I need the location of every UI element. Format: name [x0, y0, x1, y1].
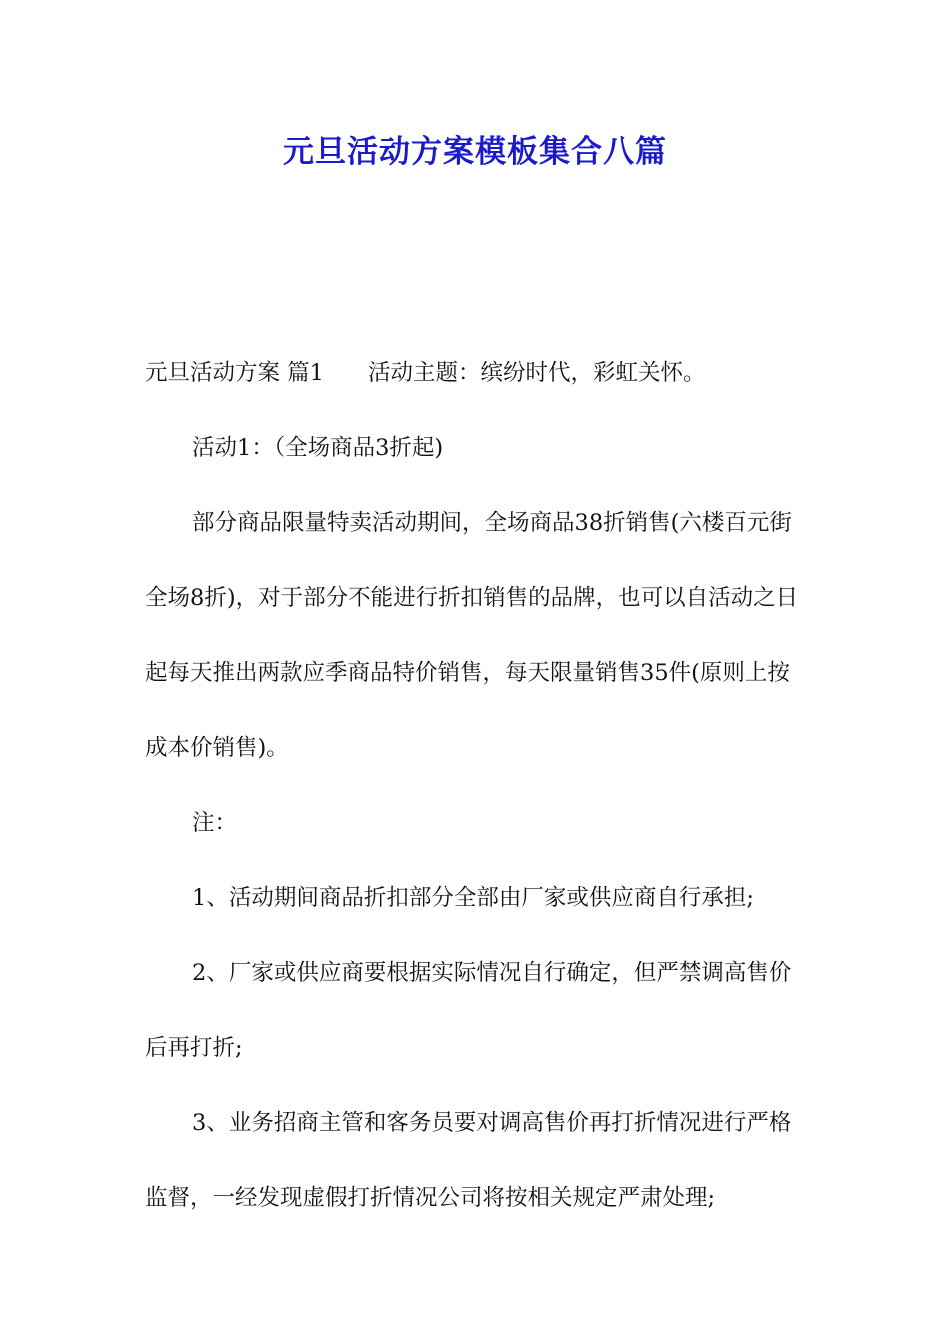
document-title: 元旦活动方案模板集合八篇 [283, 134, 667, 170]
document-body [145, 336, 810, 1236]
paragraph-sale-details: 部分商品限量特卖活动期间，全场商品38折销售(六楼百元街全场8折)，对于部分不能进行折扣销售的品牌，也可以自活动之日起每天推出两款应季商品特价销售，每天限量销售35件(原则上按成本价销售)。 [145, 510, 799, 761]
paragraph-note-label: 注： [192, 810, 238, 836]
paragraph-note-3: 3、业务招商主管和客务员要对调高售价再打折情况进行严格监督，一经发现虚假打折情况公司将按相关规定严肃处理; [145, 1110, 792, 1211]
section-heading-line [145, 336, 810, 411]
paragraph-activity-1: 活动1：（全场商品3折起) [192, 435, 444, 461]
section-heading: 元旦活动方案 篇1 [145, 360, 324, 386]
activity-theme: 活动主题：缤纷时代，彩虹关怀。 [367, 360, 706, 386]
paragraph-note-2: 2、厂家或供应商要根据实际情况自行确定，但严禁调高售价后再打折; [145, 960, 792, 1061]
paragraph-note-1: 1、活动期间商品折扣部分全部由厂家或供应商自行承担; [192, 885, 754, 911]
